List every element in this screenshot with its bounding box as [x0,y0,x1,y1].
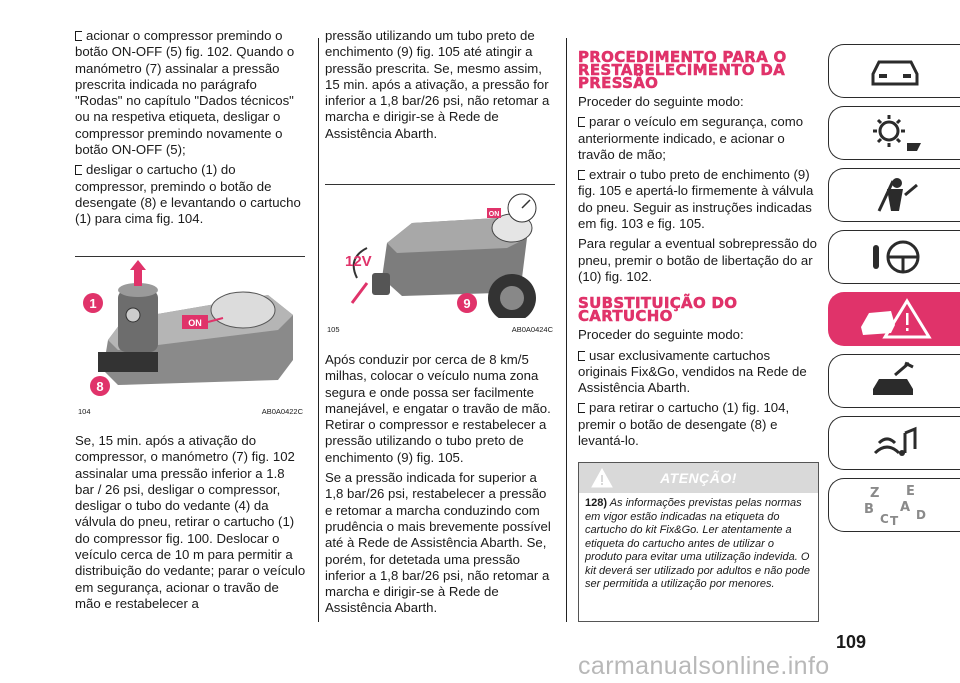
bullet-item: acionar o compressor premindo o botão ON-OFF (5) fig. 102. Quando o manómetro (7) assinalar a pressão prescrita indicada no parágrafo "Rodas" no capítulo "Dados técnicos" ou na respetiva etiqueta, desligar o compressor premindo novamente o botão ON-OFF (5); [75,28,295,158]
paragraph: pressão utilizando um tubo preto de enchimento (9) fig. 105 até atingir a pressão prescrita. Se, mesmo assim, 15 min. após a ativação, a pressão for inferior a 1,8 bar/26 psi, não retomar a marcha e dirigir-se à Rede de Assistência Abarth. [325,28,550,141]
lights-icon [865,113,925,153]
warning-triangle-icon [855,297,935,341]
tab-dashboard[interactable] [828,44,960,98]
callout-1-label: 1 [89,296,97,311]
figure-number: 105 [327,325,340,334]
warning-title: ATENÇÃO! [660,470,737,486]
index-letter: B [863,502,874,517]
section-heading: SUBSTITUIÇÃO DO CARTUCHO [578,294,738,326]
bullet-marker-icon [578,170,585,180]
watermark: carmanualsonline.info [578,652,830,680]
index-letter: A [899,500,910,515]
tab-index[interactable] [828,478,960,532]
wrench-car-icon [865,361,925,401]
bullet-item: parar o veículo em segurança, como anteriormente indicado, e acionar o travão de mão; [578,114,804,162]
index-letter: E [905,484,915,499]
warning-header [579,463,818,493]
bullet-marker-icon [75,165,82,175]
column-1-lower [75,433,307,616]
warning-triangle-icon [591,468,613,488]
12v-label: 12V [345,253,372,270]
bullet-item: desligar o cartucho (1) do compressor, premindo o botão de desengate (8) e levantando o cartucho (1) para cima fig. 104. [75,162,301,227]
paragraph: Se a pressão indicada for superior a 1,8 bar/26 psi, restabelecer a pressão e retomar a marcha conduzindo com prudência o mais brevemente possível até à Rede de Assistência Abarth. Se, porém, for detetada uma pressão inferior a 1,8 bar/26 psi, não retomar a marcha e dirigir-se à Rede de Assistência Abarth. [325,470,551,616]
tab-maintenance[interactable] [828,354,960,408]
on-label: ON [488,211,500,218]
bullet-item: para retirar o cartucho (1) fig. 104, premir o botão de desengate (8) e levantá-lo. [578,400,790,449]
index-letter: Z [869,486,879,501]
column-divider [318,38,319,622]
alphabet-index-icon [860,483,930,527]
bullet-item: extrair o tubo preto de enchimento (9) fig. 105 e apertá-lo firmemente à válvula do pneu. Seguir as instruções indicadas em fig. 103 e fig. 105. [578,167,814,232]
warning-box [578,462,819,622]
figure-104 [78,260,303,400]
media-note-icon [865,423,925,463]
page-number: 109 [836,632,867,652]
figure-divider [325,184,555,185]
steering-icon [865,237,925,277]
tab-lights[interactable] [828,106,960,160]
section-heading: PROCEDIMENTO PARA O RESTABELECIMENTO DA PRESSÃO [578,48,787,92]
bullet-marker-icon [75,31,82,41]
bullet-item: usar exclusivamente cartuchos originais Fix&Go, vendidos na Rede de Assistência Abarth. [578,347,807,396]
paragraph: Para regular a eventual sobrepressão do pneu, premir o botão de libertação do ar (10) fig. 102. [578,236,817,284]
warning-number: 128) [585,497,608,509]
index-letter: T [889,514,898,527]
car-dashboard-icon [865,54,925,88]
warning-body [579,493,818,596]
column-3 [578,48,818,453]
tab-driving[interactable] [828,230,960,284]
tab-emergency[interactable] [828,292,960,346]
callout-8-label: 8 [96,379,104,394]
intro-text: Proceder do seguinte modo: [578,94,744,109]
index-letter: C [879,512,889,526]
column-2 [325,28,553,146]
figure-number: 104 [78,407,91,416]
bullet-marker-icon [578,117,585,127]
index-letter: D [915,508,926,522]
column-1 [75,28,307,232]
callout-9-label: 9 [463,296,471,311]
intro-text: Proceder do seguinte modo: [578,327,744,343]
on-label: ON [188,318,202,328]
bullet-marker-icon [578,403,585,413]
paragraph: Se, 15 min. após a ativação do compressor, o manómetro (7) fig. 102 assinalar uma pressão inferior a 1.8 bar / 26 psi, desligar o compressor, desligar o tubo do vedante (4) da válvula do pneu, retirar o cartucho (1) do compressor fig. 100. Deslocar o veículo cerca de 10 m para permitir a distribuição do vedante; parar o veículo em segurança, acionar o travão de mão e restabelecer a [75,433,306,611]
column-divider [566,38,567,622]
figure-divider [75,256,305,257]
bullet-marker-icon [578,351,585,361]
figure-105-caption [327,325,553,334]
warning-text: As informações previstas pelas normas em vigor estão indicadas na etiqueta do cartucho do kit Fix&Go. Ler atentamente a etiqueta do cartucho antes de utilizar o produto para evitar uma utilização indevida. O kit deverá ser utilizado por adultos e não pode ser permitida a utilização por menores. [585,497,811,590]
column-2-lower [325,352,553,621]
figure-104-caption [78,407,303,416]
figure-code: AB0A0424C [511,325,553,334]
figure-105 [327,188,553,318]
paragraph: Após conduzir por cerca de 8 km/5 milhas, colocar o veículo numa zona segura e onde possa ser facilmente manejável, e engatar o travão de mão. Retirar o compressor e restabelecer a pressão utilizando o tubo preto de enchimento (9) fig. 105. [325,352,551,465]
tab-multimedia[interactable] [828,416,960,470]
airbag-seat-icon [865,175,925,215]
tab-safety[interactable] [828,168,960,222]
figure-code: AB0A0422C [261,407,303,416]
